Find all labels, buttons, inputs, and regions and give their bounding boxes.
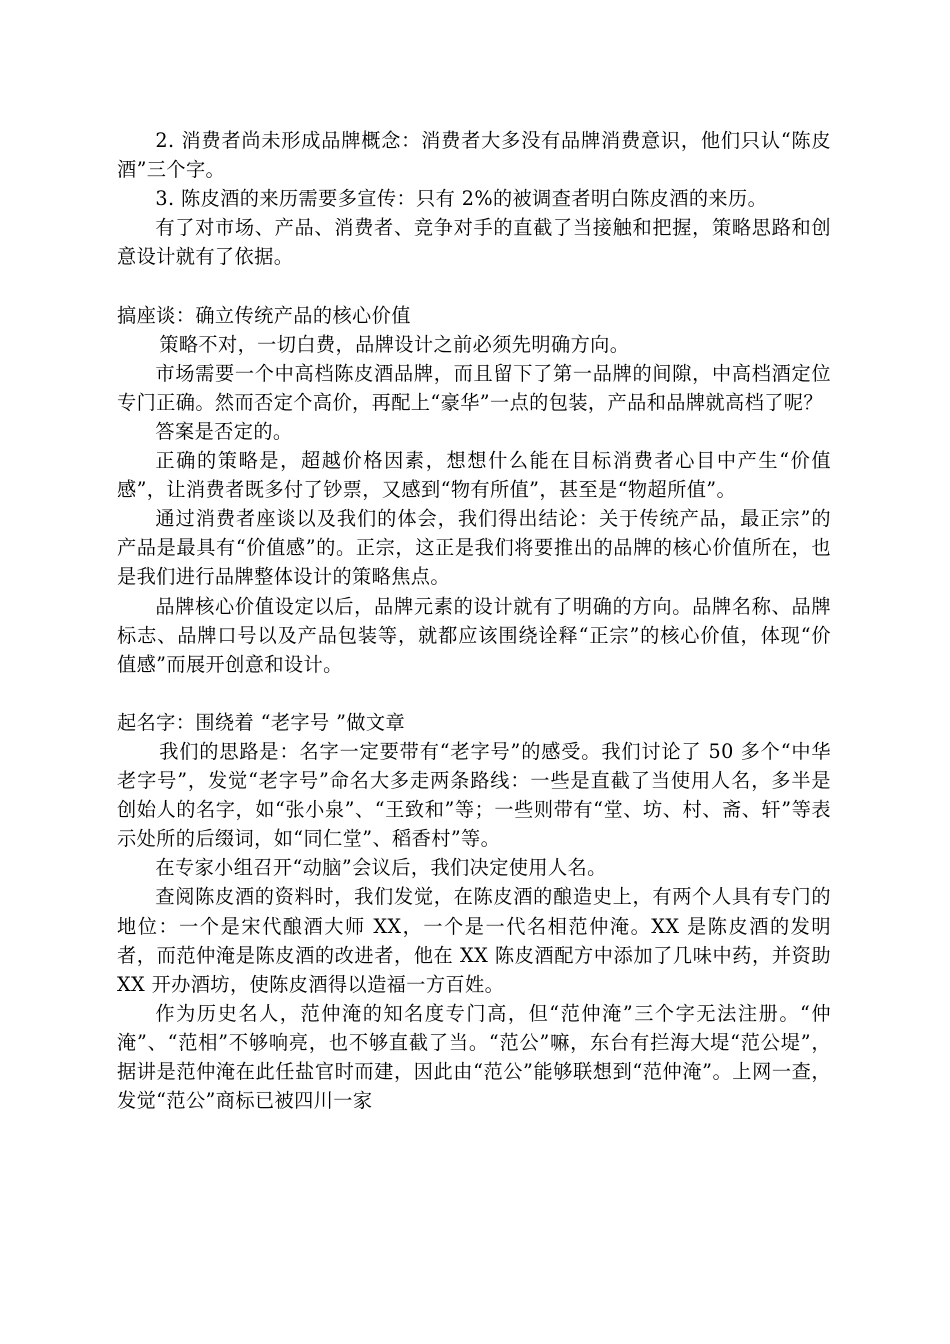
paragraph: 策略不对，一切白费，品牌设计之前必须先明确方向。	[159, 332, 630, 356]
paragraph: 答案是否定的。	[155, 419, 293, 443]
paragraph: 品牌核心价值设定以后，品牌元素的设计就有了明确的方向。品牌名称、品牌标志、品牌口号以及产品包装等，就都应该围绕诠释“正宗”的核心价值，体现“价值感”而展开创意和设计。	[117, 594, 831, 676]
section-heading: 起名字：围绕着 “老字号 ”做文章	[117, 710, 406, 734]
paragraph: 2. 消费者尚未形成品牌概念：消费者大多没有品牌消费意识，他们只认“陈皮酒”三个字。	[117, 129, 831, 182]
paragraph: 有了对市场、产品、消费者、竞争对手的直截了当接触和把握，策略思路和创意设计就有了依据。	[117, 216, 831, 269]
paragraph: 作为历史名人，范仲淹的知名度专门高，但“范仲淹”三个字无法注册。“仲淹”、“范相”不够响亮，也不够直截了当。“范公”嘛，东台有拦海大堤“范公堤”，据讲是范仲淹在此任盐官时而建，因此由“范公”能够联想到“范仲淹”。上网一查，发觉“范公”商标已被四川一家	[117, 1001, 831, 1113]
paragraph: 市场需要一个中高档陈皮酒品牌，而且留下了第一品牌的间隙，中高档酒定位专门正确。然而否定个高价，再配上“豪华”一点的包装，产品和品牌就高档了呢？	[117, 361, 831, 414]
section-spacer	[117, 271, 831, 300]
section-spacer	[117, 679, 831, 708]
document-page	[117, 126, 831, 1115]
paragraph: 查阅陈皮酒的资料时，我们发觉，在陈皮酒的酿造史上，有两个人具有专门的地位：一个是宋代酿酒大师 XX，一个是一代名相范仲淹。XX 是陈皮酒的发明者，而范仲淹是陈皮酒的改进者，他在 XX 陈皮酒配方中添加了几味中药，并资助 XX 开办酒坊，使陈皮酒得以造福一方百姓。	[117, 885, 831, 996]
paragraph: 通过消费者座谈以及我们的体会，我们得出结论：关于传统产品，最正宗”的产品是最具有“价值感”的。正宗，这正是我们将要推出的品牌的核心价值所在，也是我们进行品牌整体设计的策略焦点。	[117, 507, 831, 589]
paragraph: 3. 陈皮酒的来历需要多宣传：只有 2%的被调查者明白陈皮酒的来历。	[155, 187, 768, 211]
paragraph: 正确的策略是，超越价格因素，想想什么能在目标消费者心目中产生“价值感”，让消费者既多付了钞票，又感到“物有所值”，甚至是“物超所值”。	[117, 449, 831, 502]
section-heading: 搞座谈：确立传统产品的核心价值	[117, 303, 411, 327]
paragraph: 我们的思路是：名字一定要带有“老字号”的感受。我们讨论了 50 多个“中华老字号”，发觉“老字号”命名大多走两条路线：一些是直截了当使用人名，多半是创始人的名字，如“张小泉”、“王致和”等；一些则带有“堂、坊、村、斋、轩”等表示处所的后缀词，如“同仁堂”、稻香村”等。	[117, 739, 831, 851]
paragraph: 在专家小组召开“动脑”会议后，我们决定使用人名。	[155, 856, 607, 880]
